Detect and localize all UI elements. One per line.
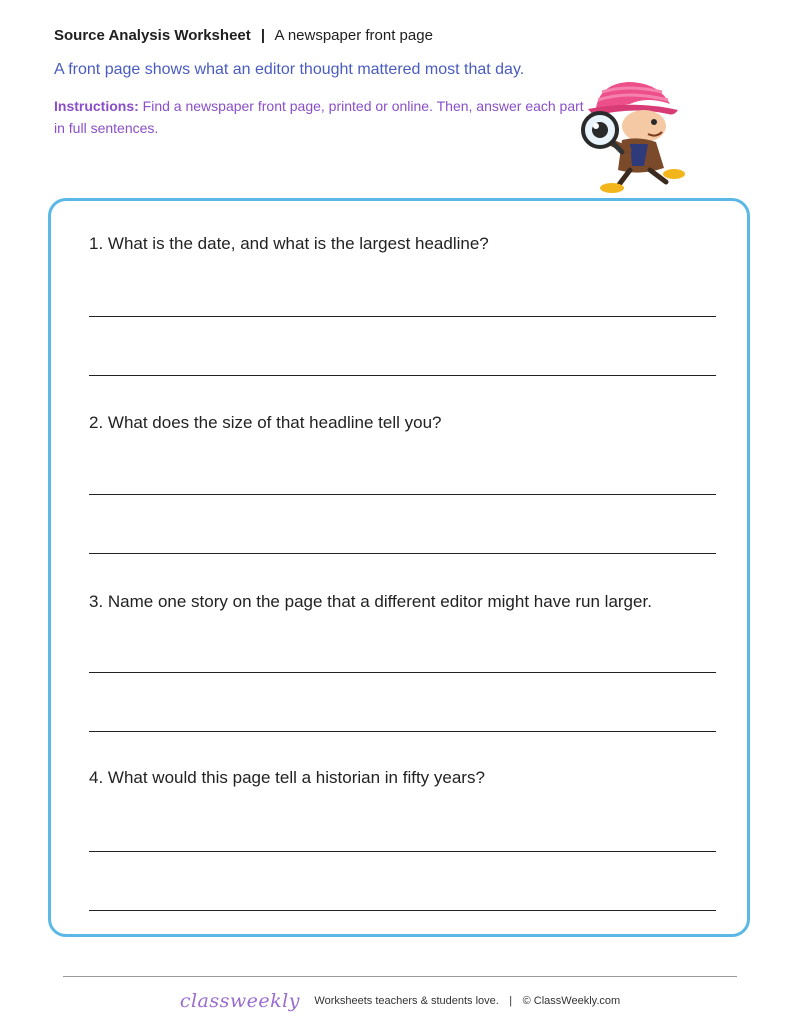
title-line (54, 26, 594, 46)
footer-copyright: © ClassWeekly.com (522, 995, 621, 1007)
footer-tagline: Worksheets teachers & students love. (314, 995, 499, 1007)
instructions-text: Find a newspaper front page, printed or online. Then, answer each part in full sentences. (54, 98, 584, 136)
answer-line-3b[interactable] (89, 731, 716, 732)
worksheet-subtitle: A front page shows what an editor thought mattered most that day. (54, 61, 525, 78)
question-2: 2. What does the size of that headline tell you? (89, 413, 442, 432)
answer-line-1a[interactable] (89, 316, 716, 317)
questions-card (48, 198, 750, 937)
footer-separator: | (509, 995, 513, 1007)
instructions (54, 95, 584, 139)
answer-line-2b[interactable] (89, 553, 716, 554)
worksheet-title: Source Analysis Worksheet (54, 27, 251, 44)
question-1: 1. What is the date, and what is the largest headline? (89, 234, 489, 253)
question-4: 4. What would this page tell a historian in fifty years? (89, 768, 485, 787)
detective-magnifying-glass-icon (578, 78, 690, 196)
question-3: 3. Name one story on the page that a different editor might have run larger. (89, 592, 652, 611)
footer (0, 990, 800, 1012)
title-separator: | (260, 27, 266, 44)
footer-divider (63, 976, 737, 977)
answer-line-1b[interactable] (89, 375, 716, 376)
instructions-label: Instructions: (54, 98, 139, 114)
brand-logo: classweekly (179, 990, 300, 1012)
answer-line-4b[interactable] (89, 910, 716, 911)
worksheet-topic: A newspaper front page (274, 27, 433, 44)
answer-line-4a[interactable] (89, 851, 716, 852)
answer-line-3a[interactable] (89, 672, 716, 673)
answer-line-2a[interactable] (89, 494, 716, 495)
worksheet-header (54, 26, 594, 139)
